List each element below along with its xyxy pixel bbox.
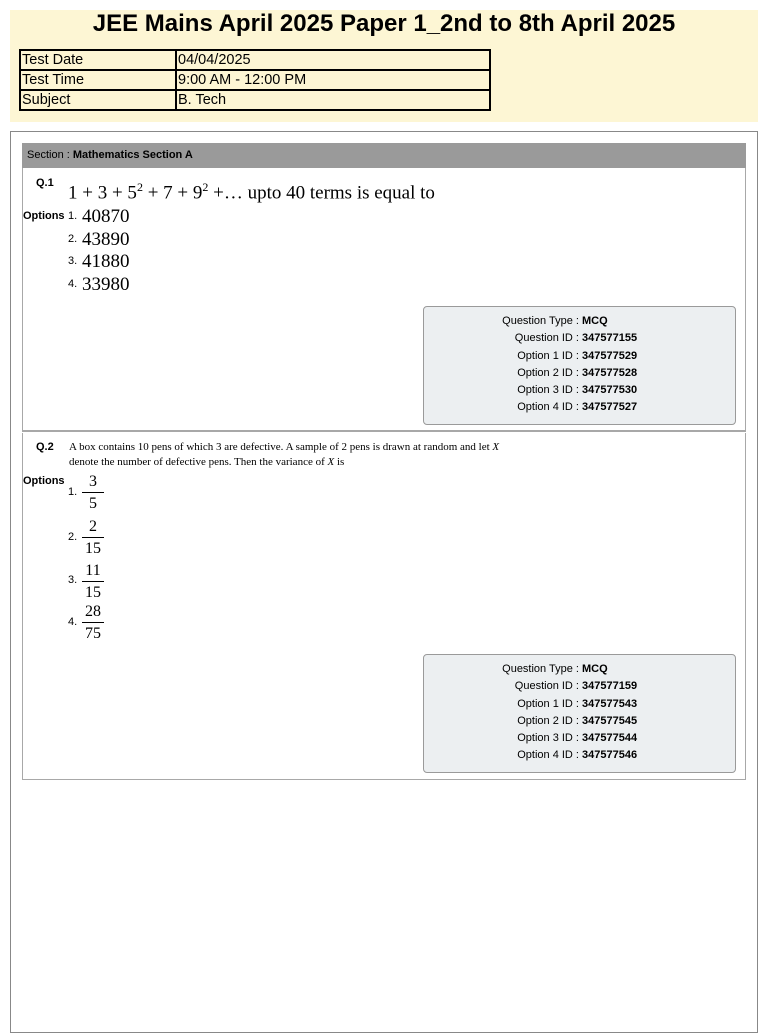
option-number: 2. [68,233,78,245]
meta-value: MCQ [582,663,608,675]
meta-key: Question ID : [514,680,579,692]
option-value: 43890 [82,229,130,250]
meta-value: 347577546 [582,749,638,761]
meta-row [424,730,735,747]
meta-row [424,313,735,330]
question-text-part: 1 + 3 + 5 [68,182,137,204]
question-text-part: is [334,456,345,468]
option-value: 33980 [82,274,130,295]
meta-row [424,678,735,695]
options-label: Options [23,210,65,222]
option-number: 3. [68,255,78,267]
meta-value: 347577529 [582,350,638,362]
question-text-part: A box contains 10 pens of which 3 are defective. A sample of 2 pens is drawn at random and let [69,441,493,453]
option-number: 1. [68,210,78,222]
option-value: 41880 [82,251,130,272]
info-key: Subject [20,90,176,110]
meta-key: Option 2 ID : [517,367,579,379]
test-info-table [19,49,491,111]
fraction-bar [82,492,104,493]
meta-key: Option 3 ID : [517,384,579,396]
meta-key: Question Type : [502,315,579,327]
question-text-part: + 7 + 9 [142,182,203,204]
info-value: 04/04/2025 [176,50,490,70]
info-key: Test Time [20,70,176,90]
meta-row [424,365,735,382]
option-number: 3. [68,574,78,586]
option-fraction [82,561,104,602]
meta-key: Option 3 ID : [517,732,579,744]
question-text-part: +… upto 40 terms is equal to [208,182,435,204]
option-fraction [82,517,104,558]
question-meta-box [423,654,736,773]
variable: X [327,456,335,468]
option-number: 2. [68,531,78,543]
denominator: 15 [85,584,101,601]
meta-row [424,696,735,713]
question-number: Q.1 [36,177,54,189]
meta-value: MCQ [582,315,608,327]
info-row-test-date [20,50,490,70]
meta-row [424,747,735,764]
section-bar [22,143,746,168]
numerator: 11 [85,562,101,579]
option-value: 40870 [82,206,130,227]
meta-row [424,348,735,365]
meta-row [424,330,735,347]
option-fraction [82,472,104,513]
meta-value: 347577530 [582,384,638,396]
numerator: 28 [85,603,101,620]
info-row-subject [20,90,490,110]
question-text [68,180,435,204]
meta-row [424,661,735,678]
meta-key: Option 1 ID : [517,698,579,710]
info-key: Test Date [20,50,176,70]
section-label: Section : [27,149,73,161]
option-number: 4. [68,278,78,290]
denominator: 75 [85,625,101,642]
fraction-bar [82,537,104,538]
numerator: 2 [89,518,97,535]
question-meta-box [423,306,736,425]
section-name: Mathematics Section A [72,149,193,161]
question-text [69,440,589,470]
info-value: B. Tech [176,90,490,110]
question-number: Q.2 [36,441,54,453]
exponent: 2 [136,180,143,194]
info-row-test-time [20,70,490,90]
denominator: 15 [85,540,101,557]
meta-row [424,399,735,416]
meta-key: Question ID : [514,332,579,344]
question-text-part: denote the number of defective pens. Then the variance of [69,456,328,468]
options-label: Options [23,475,65,487]
info-value: 9:00 AM - 12:00 PM [176,70,490,90]
meta-key: Option 4 ID : [517,749,579,761]
meta-value: 347577543 [582,698,638,710]
meta-value: 347577545 [582,715,638,727]
fraction-bar [82,622,104,623]
option-number: 4. [68,616,78,628]
meta-value: 347577527 [582,401,638,413]
option-number: 1. [68,486,78,498]
meta-row [424,713,735,730]
variable: X [492,441,500,453]
meta-key: Question Type : [502,663,579,675]
meta-key: Option 2 ID : [517,715,579,727]
meta-value: 347577159 [582,680,638,692]
denominator: 5 [89,495,97,512]
meta-key: Option 1 ID : [517,350,579,362]
meta-value: 347577155 [582,332,638,344]
meta-value: 347577544 [582,732,638,744]
meta-value: 347577528 [582,367,638,379]
option-fraction [82,602,104,643]
meta-key: Option 4 ID : [517,401,579,413]
meta-row [424,382,735,399]
fraction-bar [82,581,104,582]
numerator: 3 [89,473,97,490]
exponent: 2 [202,180,209,194]
paper-title: JEE Mains April 2025 Paper 1_2nd to 8th April 2025 [92,10,676,37]
